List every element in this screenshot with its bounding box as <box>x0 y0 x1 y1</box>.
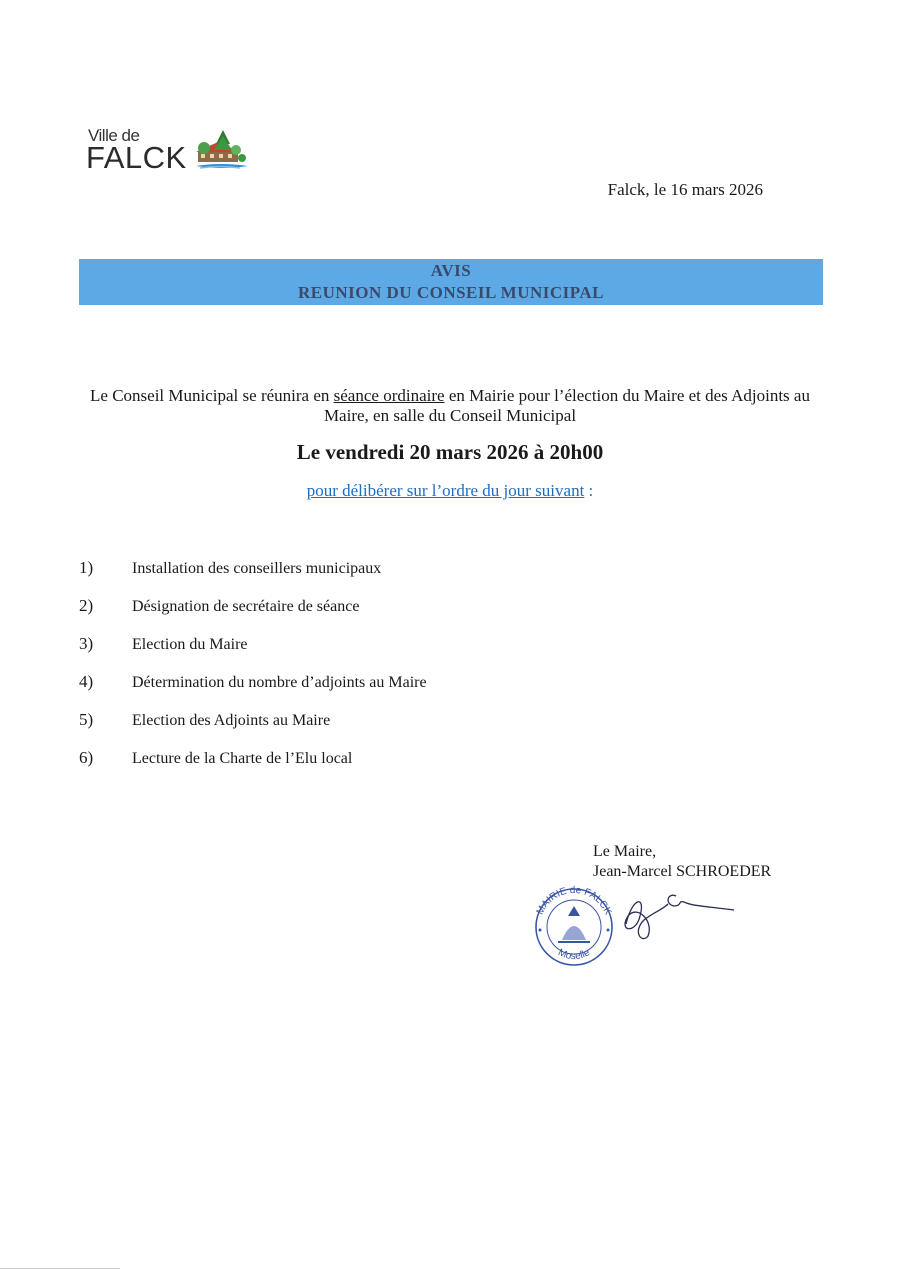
town-logo <box>86 126 256 178</box>
agenda-item-label: Election du Maire <box>132 636 248 653</box>
bottom-edge-line <box>0 1268 120 1269</box>
document-date: Falck, le 16 mars 2026 <box>607 180 763 199</box>
seal-bottom-text: Moselle <box>556 947 592 963</box>
banner-title: AVIS <box>430 261 472 280</box>
banner-subtitle: REUNION DU CONSEIL MUNICIPAL <box>297 283 605 302</box>
signatory-name: Jean-Marcel SCHROEDER <box>593 863 772 880</box>
agenda-item-label: Election des Adjoints au Maire <box>132 712 331 729</box>
agenda-item <box>79 710 779 748</box>
agenda-item-number: 1) <box>79 558 94 577</box>
agenda-item-number: 4) <box>79 672 94 691</box>
agenda-item-label: Détermination du nombre d’adjoints au Maire <box>132 674 427 691</box>
agenda-item-number: 3) <box>79 634 94 653</box>
intro-text-end: en Mairie pour l’élection du Maire et des Adjoints au Maire, en salle du Conseil Municipal <box>323 386 810 425</box>
agenda-list <box>79 558 779 786</box>
handwritten-signature <box>625 895 734 938</box>
agenda-item <box>79 672 779 710</box>
agenda-item <box>79 558 779 596</box>
agenda-item-number: 6) <box>79 748 94 767</box>
intro-paragraph <box>90 386 810 426</box>
mairie-seal-stamp <box>528 882 743 972</box>
agenda-item-label: Installation des conseillers municipaux <box>132 560 382 577</box>
tree-island-icon <box>190 128 252 172</box>
signatory-title: Le Maire, <box>593 843 657 860</box>
agenda-intro-suffix: : <box>584 481 594 500</box>
meeting-date: Le vendredi 20 mars 2026 à 20h00 <box>296 440 604 464</box>
agenda-intro <box>0 481 900 501</box>
agenda-intro-text: pour délibérer sur l’ordre du jour suivant <box>306 481 585 500</box>
agenda-item-label: Lecture de la Charte de l’Elu local <box>132 750 353 767</box>
notice-banner <box>79 259 823 305</box>
seal-top-text: MAIRIE de FALCK <box>534 884 614 917</box>
agenda-item <box>79 596 779 634</box>
agenda-item-label: Désignation de secrétaire de séance <box>132 598 360 615</box>
logo-ville-text: Ville de <box>88 126 140 145</box>
agenda-item <box>79 634 779 672</box>
agenda-item <box>79 748 779 786</box>
svg-text:Moselle <box>556 947 592 962</box>
agenda-item-number: 5) <box>79 710 94 729</box>
agenda-item-number: 2) <box>79 596 94 615</box>
intro-text-start: Le Conseil Municipal se réunira en <box>90 386 334 405</box>
signature-block <box>593 842 771 882</box>
logo-falck-text: FALCK <box>86 140 187 175</box>
intro-underlined-text: séance ordinaire <box>333 386 445 405</box>
